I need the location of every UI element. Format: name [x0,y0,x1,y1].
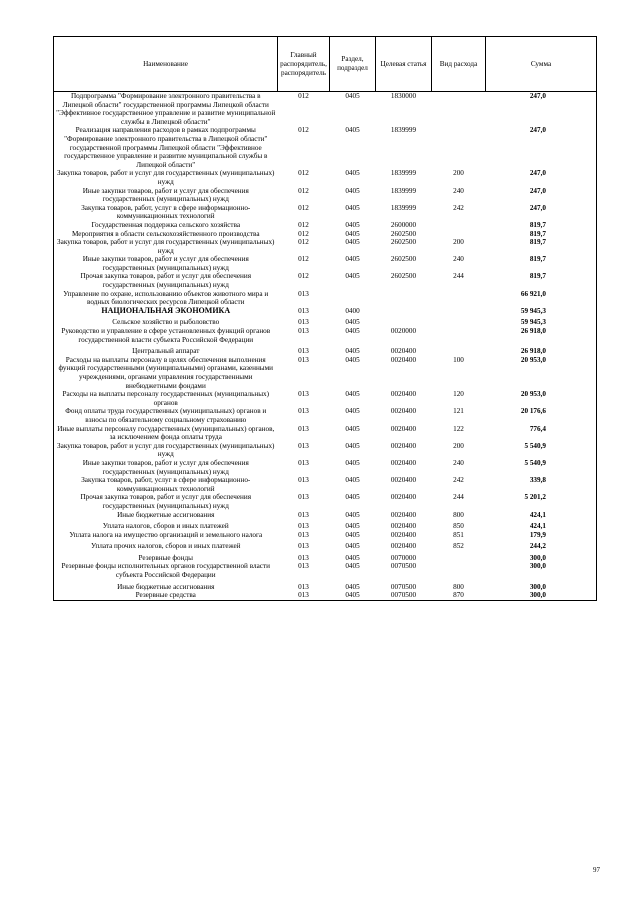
row-name: Управление по охране, использованию объектов животного мира и водных биологических ресурсов Липецкой области [54,290,278,307]
table-row [54,187,597,204]
row-section-code: 0405 [345,126,360,135]
row-sum: 5 201,2 [486,493,597,510]
row-sum: 244,2 [486,539,597,551]
row-manager-code: 013 [298,318,309,327]
table-row [54,511,597,520]
row-target-code: 0020400 [390,530,417,539]
row-sum: 819,7 [486,230,597,239]
row-manager-code: 012 [298,255,309,264]
row-target-code: 0020400 [390,390,417,399]
row-expense-type [432,221,486,230]
header-name: Наименование [54,37,278,92]
table-row [54,315,597,327]
row-name: Уплата налогов, сборов и иных платежей [54,519,278,531]
row-section-code: 0405 [345,355,360,364]
row-section-code: 0405 [345,530,360,539]
row-target-code: 1839999 [390,186,417,195]
row-section-code: 0405 [345,272,360,281]
table-row [54,238,597,255]
row-sum: 247,0 [486,92,597,127]
row-section-code: 0405 [345,238,360,247]
header-target: Целевая статья [376,37,432,92]
row-target-code: 0020400 [390,522,417,531]
row-section-code: 0405 [345,203,360,212]
row-target-code: 2602500 [390,238,417,247]
row-name: Иные закупки товаров, работ и услуг для обеспечения государственных (муниципальных) нужд [54,459,278,476]
table-row [54,493,597,510]
table-row [54,562,597,579]
row-sum: 5 540,9 [486,442,597,459]
row-expense-type: 200 [453,441,464,450]
row-expense-type: 852 [453,542,464,551]
row-name: Уплата прочих налогов, сборов и иных платежей [54,539,278,551]
table-row [54,539,597,551]
row-manager-code: 013 [298,289,309,298]
row-section-code: 0405 [345,553,360,562]
row-section-code: 0405 [345,407,360,416]
table-row [54,356,597,390]
table-row [54,327,597,344]
row-section-code: 0405 [345,542,360,551]
row-section-code: 0405 [345,220,360,229]
row-target-code: 0020400 [390,347,417,356]
row-section-code: 0405 [345,255,360,264]
row-name: Закупка товаров, работ и услуг для государственных (муниципальных) нужд [54,442,278,459]
row-name: Мероприятия в области сельскохозяйственного производства [54,230,278,239]
row-name: Расходы на выплаты персоналу в целях обеспечения выполнения функций государственными (муниципальными) органами, казенными учреждениями, органами управления государственными внебюджетными фондами [54,356,278,390]
row-target-code: 0020400 [390,424,417,433]
row-section-code: 0400 [345,306,360,315]
row-expense-type: 200 [453,238,464,247]
table-row [54,169,597,186]
table-row [54,272,597,289]
row-section-code: 0405 [345,347,360,356]
row-sum: 20 953,0 [486,390,597,407]
row-name: Иные закупки товаров, работ и услуг для обеспечения государственных (муниципальных) нужд [54,255,278,272]
row-sum: 339,8 [486,476,597,493]
row-expense-type: 240 [453,255,464,264]
table-row [54,255,597,272]
row-sum: 300,0 [486,562,597,579]
row-target-code: 2602500 [390,255,417,264]
table-row [54,126,597,169]
row-sum: 26 918,0 [486,344,597,356]
row-sum: 300,0 [486,551,597,563]
row-manager-code: 012 [298,238,309,247]
row-expense-type: 240 [453,458,464,467]
row-section-code [330,290,376,307]
table-row [54,307,597,316]
row-target-code: 0070000 [390,553,417,562]
row-expense-type [432,327,486,344]
row-expense-type: 800 [453,582,464,591]
row-section-code: 0405 [345,424,360,433]
row-name: Закупка товаров, работ, услуг в сфере информационно-коммуникационных технологий [54,204,278,221]
row-target-code [376,290,432,307]
row-name: Расходы на выплаты персоналу государственных (муниципальных) органов [54,390,278,407]
row-target-code: 2600000 [390,220,417,229]
row-target-code: 0020400 [390,407,417,416]
row-manager-code: 013 [298,306,309,315]
row-expense-type: 244 [453,493,464,502]
row-manager-code: 013 [298,458,309,467]
table-row [54,459,597,476]
row-expense-type [432,315,486,327]
table-row [54,425,597,442]
row-target-code: 0020400 [390,458,417,467]
table-row [54,591,597,600]
row-expense-type [432,230,486,239]
row-section-code: 0405 [345,510,360,519]
row-expense-type: 851 [453,530,464,539]
row-sum: 20 953,0 [486,356,597,390]
row-manager-code: 012 [298,272,309,281]
row-target-code [376,315,432,327]
row-sum: 66 921,0 [486,290,597,307]
page-number: 97 [593,866,600,874]
table-row [54,407,597,424]
row-sum: 819,7 [486,272,597,289]
row-section-code: 0405 [345,169,360,178]
row-section-code: 0405 [345,186,360,195]
row-manager-code: 013 [298,407,309,416]
row-target-code: 2602500 [390,229,417,238]
row-name: НАЦИОНАЛЬНАЯ ЭКОНОМИКА [54,307,278,316]
row-manager-code: 013 [298,327,309,336]
row-manager-code: 013 [278,591,330,600]
row-manager-code: 013 [298,424,309,433]
row-expense-type: 800 [453,510,464,519]
table-row [54,92,597,127]
row-section-code: 0405 [345,562,360,571]
row-sum: 247,0 [486,169,597,186]
table-row [54,442,597,459]
row-name: Закупка товаров, работ и услуг для государственных (муниципальных) нужд [54,169,278,186]
row-name: Иные закупки товаров, работ и услуг для обеспечения государственных (муниципальных) нужд [54,187,278,204]
row-expense-type: 100 [453,355,464,364]
row-manager-code: 012 [298,220,309,229]
row-sum: 247,0 [486,204,597,221]
row-manager-code: 013 [298,562,309,571]
row-section-code: 0405 [345,229,360,238]
row-expense-type: 242 [453,203,464,212]
row-sum: 819,7 [486,238,597,255]
row-name: Прочая закупка товаров, работ и услуг для обеспечения государственных (муниципальных) нужд [54,272,278,289]
row-sum: 179,9 [486,531,597,540]
row-manager-code: 012 [298,92,309,100]
row-sum: 819,7 [486,221,597,230]
row-sum: 26 918,0 [486,327,597,344]
row-target-code: 0070500 [376,591,432,600]
row-name: Закупка товаров, работ, услуг в сфере информационно-коммуникационных технологий [54,476,278,493]
row-name: Реализация направления расходов в рамках подпрограммы "Формирование электронного правительства в Липецкой области" государственной программы Липецкой области "Эффективное государственное управление и развитие муниципальной службы в Липецкой области" [54,126,278,169]
row-manager-code: 012 [298,169,309,178]
row-sum: 247,0 [486,126,597,169]
row-name: Государственная поддержка сельского хозяйства [54,221,278,230]
table-row [54,290,597,307]
row-name: Резервные фонды исполнительных органов государственной власти субъекта Российской Федерации [54,562,278,579]
row-name: Резервные средства [54,591,278,600]
row-expense-type [432,126,486,169]
row-section-code: 0405 [345,441,360,450]
table-row [54,519,597,531]
row-target-code: 0020400 [390,510,417,519]
row-section-code: 0405 [345,327,360,336]
row-sum: 59 945,3 [486,307,597,316]
row-sum: 247,0 [486,187,597,204]
row-target-code: 0020400 [390,476,417,485]
row-section-code: 0405 [345,458,360,467]
row-expense-type: 850 [453,522,464,531]
row-name: Иные выплаты персоналу государственных (муниципальных) органов, за исключением фонда оплаты труда [54,425,278,442]
row-target-code: 1839999 [390,126,417,135]
row-expense-type: 242 [453,476,464,485]
row-target-code: 1830000 [390,92,417,100]
table-row [54,230,597,239]
table-row [54,344,597,356]
row-section-code: 0405 [345,493,360,502]
row-manager-code: 012 [298,229,309,238]
header-sum: Сумма [486,37,597,92]
row-expense-type [432,290,486,307]
row-sum: 819,7 [486,255,597,272]
row-manager-code: 013 [298,493,309,502]
row-manager-code: 013 [298,390,309,399]
row-manager-code: 013 [298,347,309,356]
row-expense-type: 200 [453,169,464,178]
row-target-code: 0020400 [390,355,417,364]
row-target-code: 0020000 [390,327,417,336]
table-row [54,551,597,563]
row-name: Подпрограмма "Формирование электронного правительства в Липецкой области" государственной программы Липецкой области "Эффективное государственное управление и развитие муниципальной службы в Липецкой области" [54,92,278,127]
row-manager-code: 013 [298,522,309,531]
row-sum: 59 945,3 [486,315,597,327]
row-target-code: 0020400 [390,441,417,450]
row-sum: 776,4 [486,425,597,442]
row-manager-code: 013 [298,355,309,364]
row-name: Сельское хозяйство и рыболовство [54,315,278,327]
row-expense-type: 121 [453,407,464,416]
row-target-code: 0070500 [390,582,417,591]
row-expense-type [432,344,486,356]
header-expense-type: Вид расхода [432,37,486,92]
table-row [54,390,597,407]
row-target-code: 1839999 [390,203,417,212]
row-sum: 20 176,6 [486,407,597,424]
row-expense-type [432,562,486,579]
table-row [54,221,597,230]
row-sum: 300,0 [486,591,597,600]
row-manager-code: 013 [298,530,309,539]
row-target-code: 0070500 [390,562,417,571]
row-section-code: 0405 [345,390,360,399]
row-name: Уплата налога на имущество организаций и земельного налога [54,531,278,540]
row-target-code: 0020400 [390,542,417,551]
table-row [54,580,597,592]
row-section-code: 0405 [345,522,360,531]
row-name: Иные бюджетные ассигнования [54,511,278,520]
header-manager: Главный распорядитель, распорядитель [278,37,330,92]
budget-table [53,36,597,601]
row-manager-code: 013 [298,476,309,485]
row-manager-code: 012 [298,126,309,135]
row-target-code: 0020400 [390,493,417,502]
row-sum: 5 540,9 [486,459,597,476]
row-name: Иные бюджетные ассигнования [54,580,278,592]
row-name: Прочая закупка товаров, работ и услуг для обеспечения государственных (муниципальных) нужд [54,493,278,510]
row-expense-type [432,551,486,563]
row-expense-type: 244 [453,272,464,281]
row-section-code: 0405 [345,92,360,100]
row-target-code: 1839999 [390,169,417,178]
row-manager-code: 013 [298,582,309,591]
row-section-code: 0405 [330,591,376,600]
header-section: Раздел, подраздел [330,37,376,92]
row-sum: 424,1 [486,519,597,531]
table-body [54,92,597,601]
row-manager-code: 013 [298,510,309,519]
row-manager-code: 012 [298,203,309,212]
table-row [54,531,597,540]
row-manager-code: 013 [298,441,309,450]
row-expense-type: 120 [453,390,464,399]
row-name: Закупка товаров, работ и услуг для государственных (муниципальных) нужд [54,238,278,255]
row-manager-code: 013 [298,542,309,551]
row-expense-type: 870 [432,591,486,600]
row-name: Резервные фонды [54,551,278,563]
table-row [54,476,597,493]
row-target-code: 2602500 [390,272,417,281]
row-section-code: 0405 [345,582,360,591]
row-name: Фонд оплаты труда государственных (муниципальных) органов и взносы по обязательному социальному страхованию [54,407,278,424]
table-row [54,204,597,221]
row-sum: 424,1 [486,511,597,520]
row-expense-type [432,307,486,316]
row-manager-code: 012 [298,186,309,195]
row-name: Центральный аппарат [54,344,278,356]
row-section-code: 0405 [345,476,360,485]
row-manager-code: 013 [298,553,309,562]
row-expense-type [432,92,486,127]
table-header [54,37,597,92]
row-section-code: 0405 [345,318,360,327]
row-expense-type: 122 [453,424,464,433]
row-sum: 300,0 [486,580,597,592]
row-expense-type: 240 [453,186,464,195]
row-target-code [376,307,432,316]
row-name: Руководство и управление в сфере установленных функций органов государственной власти субъекта Российской Федерации [54,327,278,344]
